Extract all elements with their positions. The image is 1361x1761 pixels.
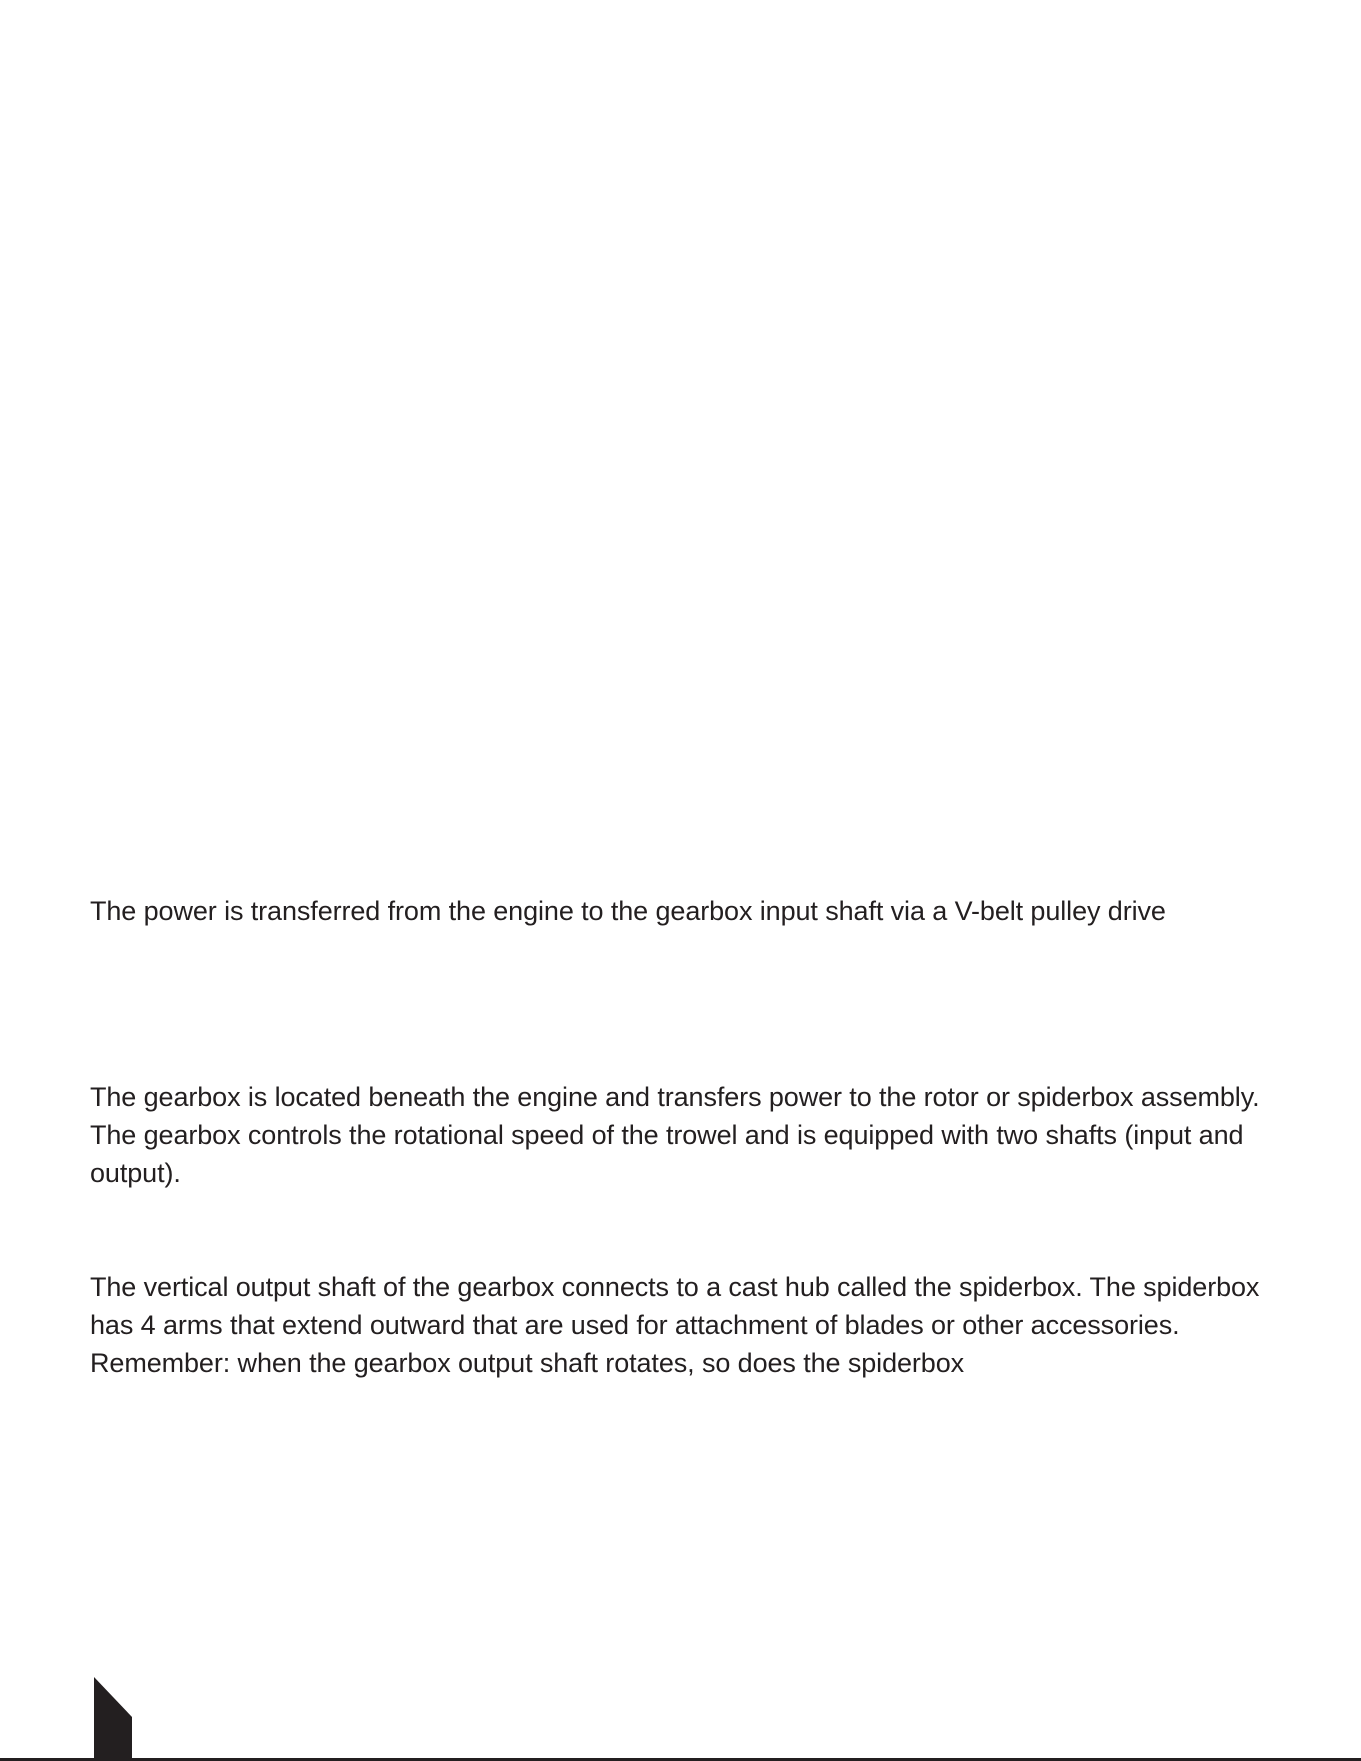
corner-tab-mark: [94, 1677, 132, 1761]
paragraph-power-transfer: The power is transferred from the engine to the gearbox input shaft via a V-belt pulley drive: [90, 896, 1166, 926]
paragraph-gearbox: The gearbox is located beneath the engine and transfers power to the rotor or spiderbox assembly. The gearbox controls the rotational speed of the trowel and is equipped with two shafts (input and output).: [90, 1082, 1260, 1188]
paragraph-spiderbox: The vertical output shaft of the gearbox connects to a cast hub called the spiderbox. The spiderbox has 4 arms that extend outward that are used for attachment of blades or other accessories. Remember: when the gearbox output shaft rotates, so does the spiderbox: [90, 1272, 1260, 1378]
